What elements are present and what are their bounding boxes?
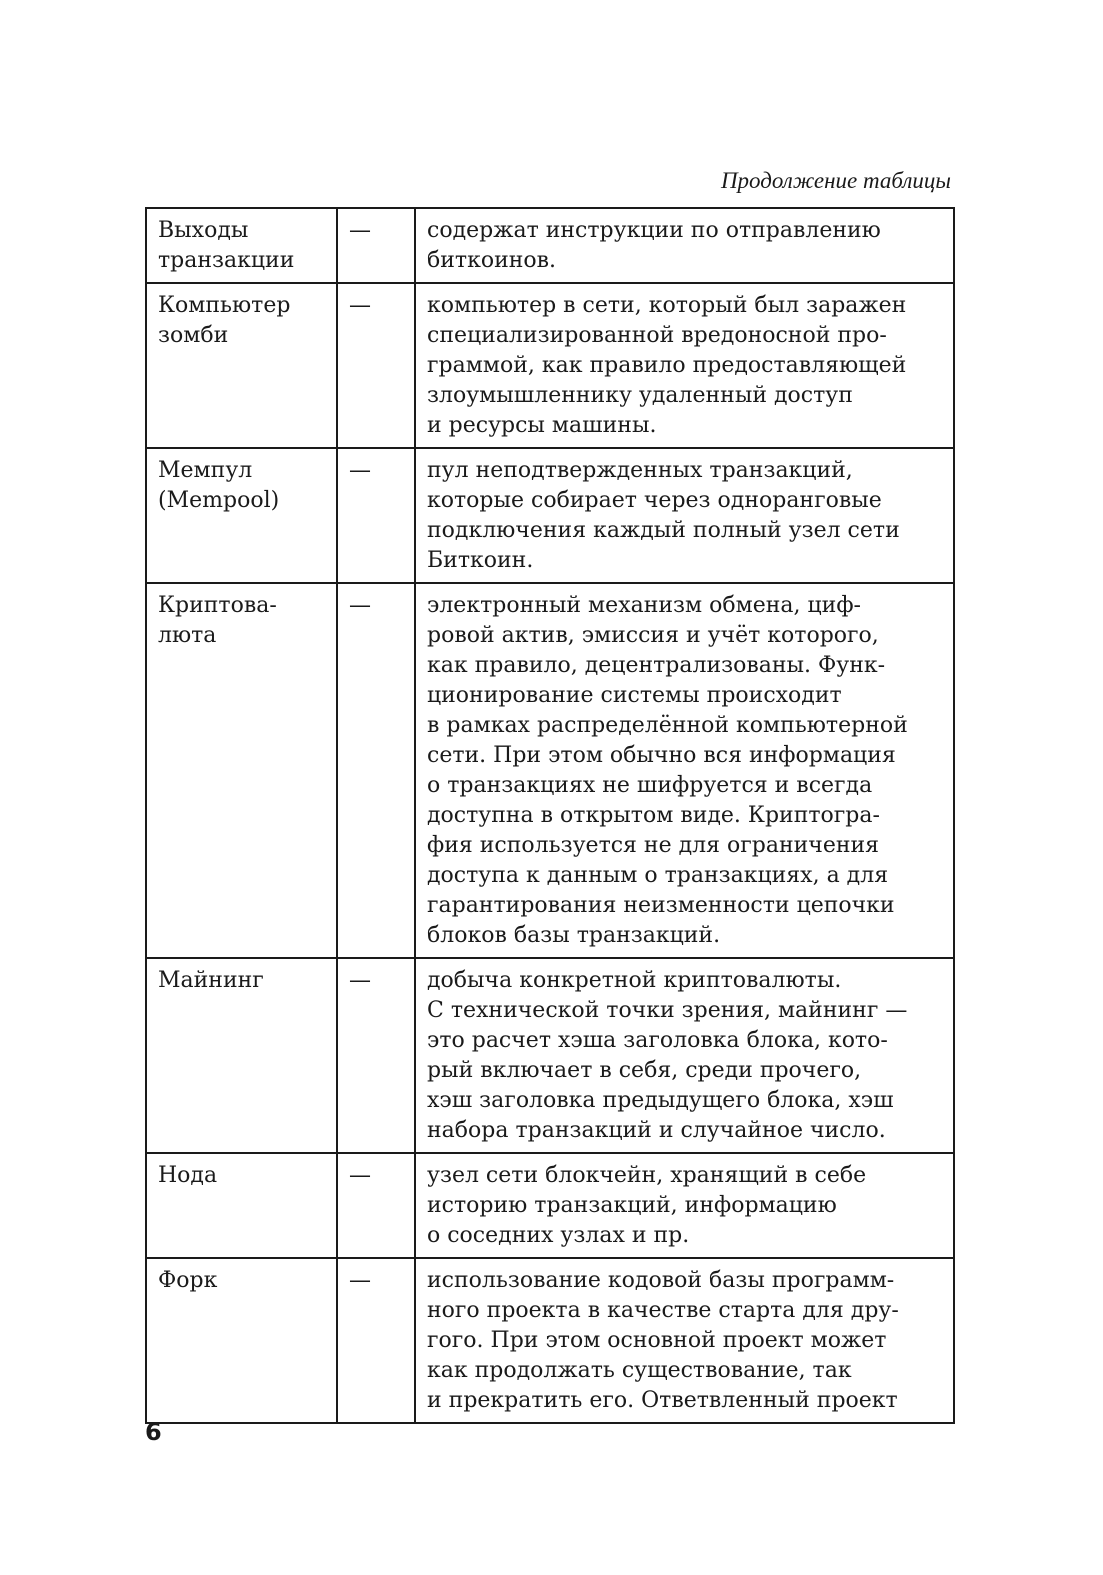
em-dash: — <box>349 293 371 318</box>
glossary-table-body <box>146 208 954 1423</box>
definition-line: компьютер в сети, который был заражен <box>427 293 907 318</box>
term-line: Майнинг <box>158 968 264 993</box>
table-row <box>146 283 954 448</box>
em-dash: — <box>349 593 371 618</box>
table-row <box>146 583 954 958</box>
definition-cell <box>415 208 954 283</box>
definition-line: граммой, как правило предоставляющей <box>427 353 907 378</box>
em-dash: — <box>349 458 371 483</box>
definition-line: как правило, децентрализованы. Функ- <box>427 653 886 678</box>
definition-cell <box>415 283 954 448</box>
definition-line: доступна в открытом виде. Криптогра- <box>427 803 880 828</box>
dash-cell <box>337 1258 415 1423</box>
term-cell <box>146 1153 337 1258</box>
definition-line: электронный механизм обмена, циф- <box>427 593 861 618</box>
definition-line: как продолжать существование, так <box>427 1358 852 1383</box>
glossary-table <box>145 207 955 1424</box>
definition-cell <box>415 448 954 583</box>
definition-line: добыча конкретной криптовалюты. <box>427 968 842 993</box>
definition-line: пул неподтвержденных транзакций, <box>427 458 853 483</box>
em-dash: — <box>349 968 371 993</box>
definition-line: в рамках распределённой компьютерной <box>427 713 908 738</box>
dash-cell <box>337 283 415 448</box>
definition-line: биткоинов. <box>427 248 557 273</box>
definition-line: это расчет хэша заголовка блока, кото- <box>427 1028 888 1053</box>
dash-cell <box>337 208 415 283</box>
definition-line: содержат инструкции по отправлению <box>427 218 881 243</box>
term-cell <box>146 283 337 448</box>
definition-line: о соседних узлах и пр. <box>427 1223 690 1248</box>
definition-line: набора транзакций и случайное число. <box>427 1118 886 1143</box>
em-dash: — <box>349 218 371 243</box>
definition-cell <box>415 1258 954 1423</box>
term-cell <box>146 1258 337 1423</box>
definition-line: доступа к данным о транзакциях, а для <box>427 863 889 888</box>
term-line: зомби <box>158 323 229 348</box>
dash-cell <box>337 448 415 583</box>
definition-line: и ресурсы машины. <box>427 413 657 438</box>
term-cell <box>146 958 337 1153</box>
definition-cell <box>415 1153 954 1258</box>
table-row <box>146 1153 954 1258</box>
definition-line: блоков базы транзакций. <box>427 923 721 948</box>
definition-line: гого. При этом основной проект может <box>427 1328 887 1353</box>
term-line: Мемпул <box>158 458 253 483</box>
page-number: 6 <box>145 1418 162 1446</box>
definition-line: о транзакциях не шифруется и всегда <box>427 773 873 798</box>
term-cell <box>146 583 337 958</box>
definition-line: ровой актив, эмиссия и учёт которого, <box>427 623 879 648</box>
table-row <box>146 958 954 1153</box>
term-line: Компьютер <box>158 293 291 318</box>
definition-line: ционирование системы происходит <box>427 683 842 708</box>
term-cell <box>146 448 337 583</box>
definition-line: которые собирает через одноранговые <box>427 488 882 513</box>
definition-line: злоумышленнику удаленный доступ <box>427 383 853 408</box>
em-dash: — <box>349 1163 371 1188</box>
definition-line: фия используется не для ограничения <box>427 833 880 858</box>
definition-line: историю транзакций, информацию <box>427 1193 837 1218</box>
dash-cell <box>337 958 415 1153</box>
term-line: люта <box>158 623 217 648</box>
term-line: Форк <box>158 1268 218 1293</box>
term-line: Криптова- <box>158 593 277 618</box>
definition-line: специализированной вредоносной про- <box>427 323 887 348</box>
definition-line: хэш заголовка предыдущего блока, хэш <box>427 1088 894 1113</box>
definition-cell <box>415 958 954 1153</box>
definition-line: ного проекта в качестве старта для дру- <box>427 1298 899 1323</box>
table-row <box>146 208 954 283</box>
definition-cell <box>415 583 954 958</box>
definition-line: Биткоин. <box>427 548 534 573</box>
term-line: Выходы <box>158 218 249 243</box>
definition-line: рый включает в себя, среди прочего, <box>427 1058 862 1083</box>
definition-line: сети. При этом обычно вся информация <box>427 743 896 768</box>
definition-line: использование кодовой базы программ- <box>427 1268 895 1293</box>
table-row <box>146 448 954 583</box>
term-cell <box>146 208 337 283</box>
table-row <box>146 1258 954 1423</box>
term-line: транзакции <box>158 248 295 273</box>
definition-line: и прекратить его. Ответвленный проект <box>427 1388 898 1413</box>
term-line: (Mempool) <box>158 488 280 513</box>
term-line: Нода <box>158 1163 218 1188</box>
definition-line: узел сети блокчейн, хранящий в себе <box>427 1163 867 1188</box>
definition-line: С технической точки зрения, майнинг — <box>427 998 908 1023</box>
em-dash: — <box>349 1268 371 1293</box>
definition-line: подключения каждый полный узел сети <box>427 518 900 543</box>
definition-line: гарантирования неизменности цепочки <box>427 893 895 918</box>
table-continuation-caption: Продолжение таблицы <box>720 168 951 193</box>
dash-cell <box>337 583 415 958</box>
dash-cell <box>337 1153 415 1258</box>
